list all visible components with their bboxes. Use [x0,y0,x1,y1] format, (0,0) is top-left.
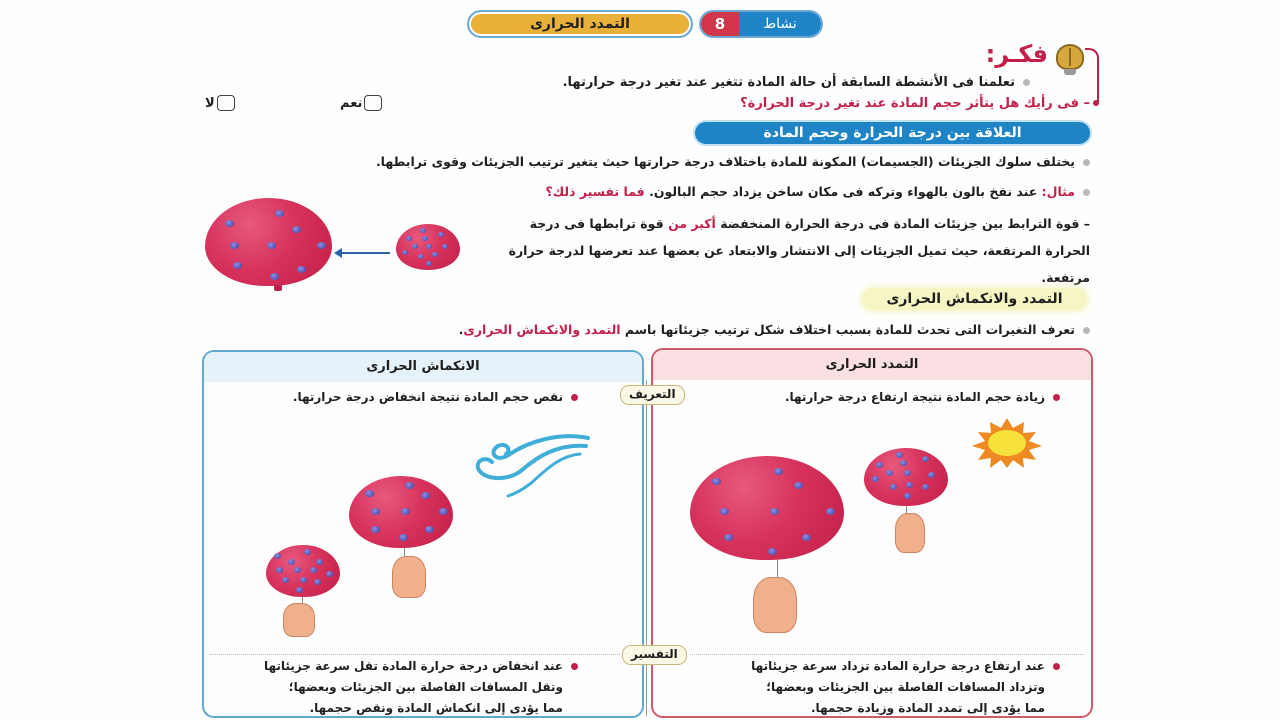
molecule-icon [872,476,879,482]
think-title: فكـر: [985,40,1048,68]
molecule-icon [326,571,333,577]
molecule-icon [438,232,444,237]
center-divider [646,380,647,716]
checkbox-no[interactable] [217,95,235,111]
molecule-icon [442,244,448,249]
molecule-icon [794,482,803,489]
molecule-icon [365,490,374,497]
molecule-icon [890,484,897,490]
molecule-icon [371,508,380,515]
example-line: مثال: عند نفخ بالون بالهواء وتركه فى مكان ساخن يزداد حجم البالون. فما تفسير ذلك؟ [545,178,1090,205]
hand-illustration [895,513,925,553]
molecule-icon [288,559,295,565]
expansion-definition: زيادة حجم المادة نتيجة ارتفاع درجة حرارتها. [785,387,1060,408]
section-title-temperature-volume: العلاقة بين درجة الحرارة وحجم المادة [695,122,1090,144]
molecule-icon [294,567,301,573]
molecule-icon [401,508,410,515]
dotted-separator [690,654,1085,655]
molecule-icon [904,470,911,476]
molecule-icon [720,508,729,515]
think-connector-dot [1093,100,1099,106]
contraction-definition: نقص حجم المادة نتيجة انخفاض درجة حرارتها. [293,387,578,408]
activity-header [463,8,825,40]
section-title-expansion-contraction: التمدد والانكماش الحرارى [862,288,1087,310]
explanation-tag: التفسير [622,645,687,665]
contraction-title: الانكماش الحرارى [204,352,642,382]
molecule-icon [297,266,306,273]
molecule-icon [292,226,301,233]
molecule-icon [267,242,276,249]
molecule-icon [230,242,239,249]
think-statement: تعلمنا فى الأنشطة السابقة أن حالة المادة تتغير عند تغير درجة حرارتها. [563,75,1030,90]
large-balloon-illustration [205,198,332,286]
molecule-icon [402,250,408,255]
molecule-icon [802,534,811,541]
activity-badge [699,10,823,38]
hand-illustration [392,556,426,598]
expansion-title: التمدد الحرارى [653,350,1091,380]
bullet-icon [1023,79,1030,86]
bullet-icon [1083,159,1090,166]
bullet-icon [571,663,578,670]
expansion-explanation: عند ارتفاع درجة حرارة المادة تزداد سرعة جزيئاتها وتزداد المسافات الفاصلة بين الجزيئات وبعضها؛ مما يؤدى إلى تمدد المادة وزيادة حجمها. [751,656,1060,719]
checkbox-yes[interactable] [364,95,382,111]
wind-icon [468,432,592,498]
molecule-icon [426,244,432,249]
activity-title: التمدد الحرارى [467,10,693,38]
molecule-icon [233,262,242,269]
small-balloon-illustration [396,224,460,270]
molecule-icon [296,587,303,593]
molecule-icon [405,482,414,489]
bullet-icon [1083,327,1090,334]
molecule-icon [276,567,283,573]
bullet-icon [1053,663,1060,670]
molecule-icon [922,456,929,462]
sun-icon [964,418,1050,468]
molecule-icon [274,553,281,559]
point-expansion-definition: تعرف التغيرات التى تحدث للمادة بسبب اختلاف شكل ترتيب جزيئاتها باسم التمدد والانكماش الحرارى. [459,316,1090,343]
molecule-icon [300,577,307,583]
contraction-explanation: عند انخفاض درجة حرارة المادة تقل سرعة جزيئاتها وتقل المسافات الفاصلة بين الجزيئات وبعضها؛ مما يؤدى إلى انكماش المادة ونقص حجمها. [264,656,578,719]
molecule-icon [275,210,284,217]
bullet-icon [571,394,578,401]
molecule-icon [420,228,426,233]
molecule-icon [421,492,430,499]
definition-tag: التعريف [620,385,685,405]
dotted-separator [210,654,620,655]
molecule-icon [774,468,783,475]
option-no[interactable]: لا [205,95,235,111]
molecule-icon [310,567,317,573]
molecule-icon [928,472,935,478]
molecule-icon [270,273,279,280]
molecule-icon [724,534,733,541]
molecule-icon [904,493,911,499]
explanation-paragraph: – قوة الترابط بين جزيئات المادة فى درجة الحرارة المنخفضة أكبر من قوة ترابطها فى درجة الحرارة المرتفعة، حيث تميل الجزيئات إلى الانتشار والابتعاد عن بعضها عند تعرضها لدرجة حرارة مرتفعة. [508,216,1090,285]
molecule-icon [406,236,412,241]
molecule-icon [422,236,428,241]
large-expansion-balloon [690,456,844,560]
option-yes[interactable]: نعم [340,95,382,111]
small-contraction-balloon [266,545,340,597]
molecule-icon [896,452,903,458]
molecule-icon [906,482,913,488]
molecule-icon [399,534,408,541]
hand-illustration [753,577,797,633]
molecule-icon [412,244,418,249]
bullet-icon [1053,394,1060,401]
molecule-icon [876,462,883,468]
think-heading [920,40,1090,72]
molecule-icon [425,526,434,533]
molecule-icon [886,470,893,476]
molecule-icon [316,559,323,565]
arrow-left-icon [340,252,390,254]
molecule-icon [225,220,234,227]
molecule-icon [922,484,929,490]
molecule-icon [826,508,835,515]
molecule-icon [282,577,289,583]
activity-number: 8 [701,12,739,36]
activity-label: نشاط [739,12,821,36]
molecule-icon [317,242,326,249]
think-question: – فى رأيك هل يتأثر حجم المادة عند تغير درجة الحرارة؟ [740,96,1090,111]
molecule-icon [426,261,432,266]
point-molecule-behavior: يختلف سلوك الجزيئات (الجسيمات) المكونة للمادة باختلاف درجة حرارتها حيث يتغير ترتيب الجزيئات وقوى ترابطها. [376,148,1090,175]
molecule-icon [371,526,380,533]
molecule-icon [304,549,311,555]
small-expansion-balloon [864,448,948,506]
molecule-icon [900,460,907,466]
molecule-icon [314,579,321,585]
molecule-icon [439,508,448,515]
brain-bulb-icon [1056,44,1084,70]
molecule-icon [770,508,779,515]
molecule-icon [712,478,721,485]
molecule-icon [432,252,438,257]
bullet-icon [1083,189,1090,196]
molecule-icon [768,548,777,555]
bulb-base-icon [1064,69,1076,75]
balloon-knot [274,285,282,291]
molecule-icon [418,254,424,259]
hand-illustration [283,603,315,637]
large-contraction-balloon [349,476,453,548]
